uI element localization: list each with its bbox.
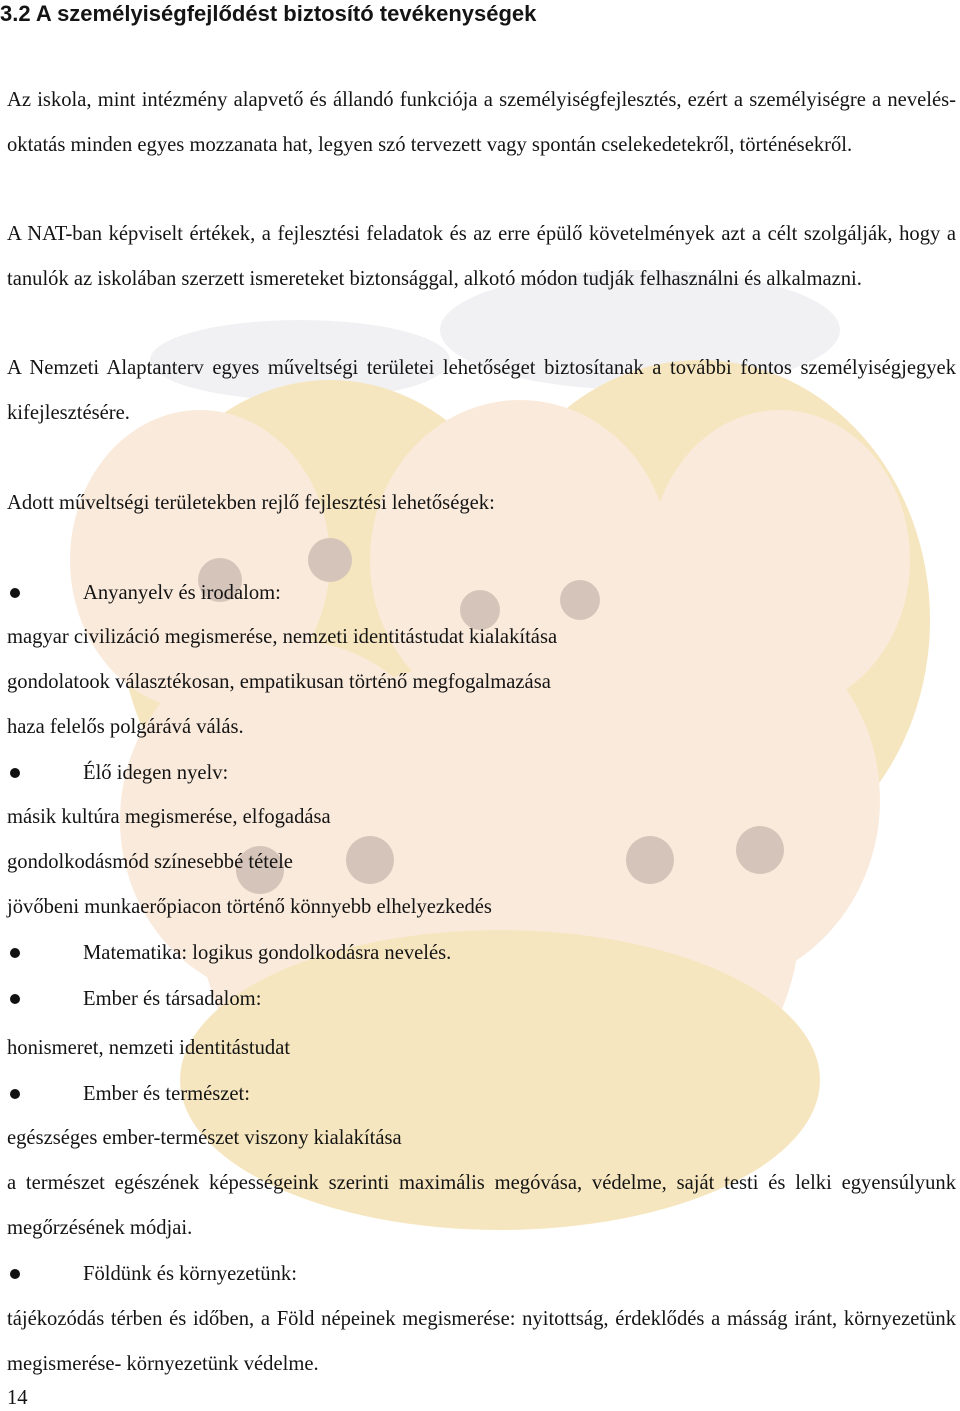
list-item-anyanyelv <box>0 578 960 608</box>
detail-line: egészséges ember-természet viszony kialakítása <box>7 1127 402 1149</box>
paragraph-nat: A NAT-ban képviselt értékek, a fejlesztési feladatok és az erre épülő követelmények azt a célt szolgálják, hogy a tanulók az iskolában szerzett ismereteket biztonsággal, alkotó módon tudják felhasználni és alkalmazni. <box>7 223 956 290</box>
bullet-icon <box>10 768 20 778</box>
detail-line: magyar civilizáció megismerése, nemzeti identitástudat kialakítása <box>7 626 558 648</box>
list-item-title: Ember és természet: <box>83 1083 250 1105</box>
list-item-ember-tarsadalom <box>0 984 960 1014</box>
detail-line: jövőbeni munkaerőpiacon történő könnyebb elhelyezkedés <box>7 896 492 918</box>
detail-line: gondolkodásmód színesebbé tétele <box>7 851 293 873</box>
section-heading: 3.2 A személyiségfejlődést biztosító tevékenységek <box>0 1 537 26</box>
detail-line: haza felelős polgárává válás. <box>7 716 244 738</box>
list-item-ember-termeszet <box>0 1079 960 1109</box>
list-item-foldunk <box>0 1259 960 1289</box>
subsection-intro: Adott műveltségi területekben rejlő fejlesztési lehetőségek: <box>7 492 495 514</box>
bullet-icon <box>10 1269 20 1279</box>
paragraph-alaptanterv: A Nemzeti Alaptanterv egyes műveltségi területei lehetőséget biztosítanak a további fontos személyiségjegyek kifejlesztésére. <box>7 357 956 424</box>
detail-line: másik kultúra megismerése, elfogadása <box>7 806 331 828</box>
list-item-matematika <box>0 938 960 968</box>
list-item-title: Ember és társadalom: <box>83 988 262 1010</box>
list-item-title: Földünk és környezetünk: <box>83 1263 297 1285</box>
list-item-title: Anyanyelv és irodalom: <box>83 582 281 604</box>
list-item-idegen-nyelv <box>0 758 960 788</box>
detail-line: gondolatook választékosan, empatikusan történő megfogalmazása <box>7 671 551 693</box>
bullet-icon <box>10 994 20 1004</box>
bullet-icon <box>10 948 20 958</box>
detail-paragraph: a természet egészének képességeink szerinti maximális megóvása, védelme, saját testi és lelki egyensúlyunk megőrzésének módjai. <box>7 1172 956 1239</box>
list-item-title: Élő idegen nyelv: <box>83 762 229 784</box>
detail-paragraph: tájékozódás térben és időben, a Föld népeinek megismerése: nyitottság, érdeklődés a másság iránt, környezetünk megismerése- környezetünk védelme. <box>7 1308 956 1375</box>
list-item-title: Matematika: logikus gondolkodásra nevelés. <box>83 942 452 964</box>
detail-line: honismeret, nemzeti identitástudat <box>7 1037 291 1059</box>
bullet-icon <box>10 1089 20 1099</box>
page-number: 14 <box>7 1387 28 1409</box>
paragraph-intro: Az iskola, mint intézmény alapvető és állandó funkciója a személyiségfejlesztés, ezért a személyiségre a nevelés-oktatás minden egyes mozzanata hat, legyen szó tervezett vagy spontán cselekedetekről, történésekről. <box>7 89 956 156</box>
bullet-icon <box>10 588 20 598</box>
